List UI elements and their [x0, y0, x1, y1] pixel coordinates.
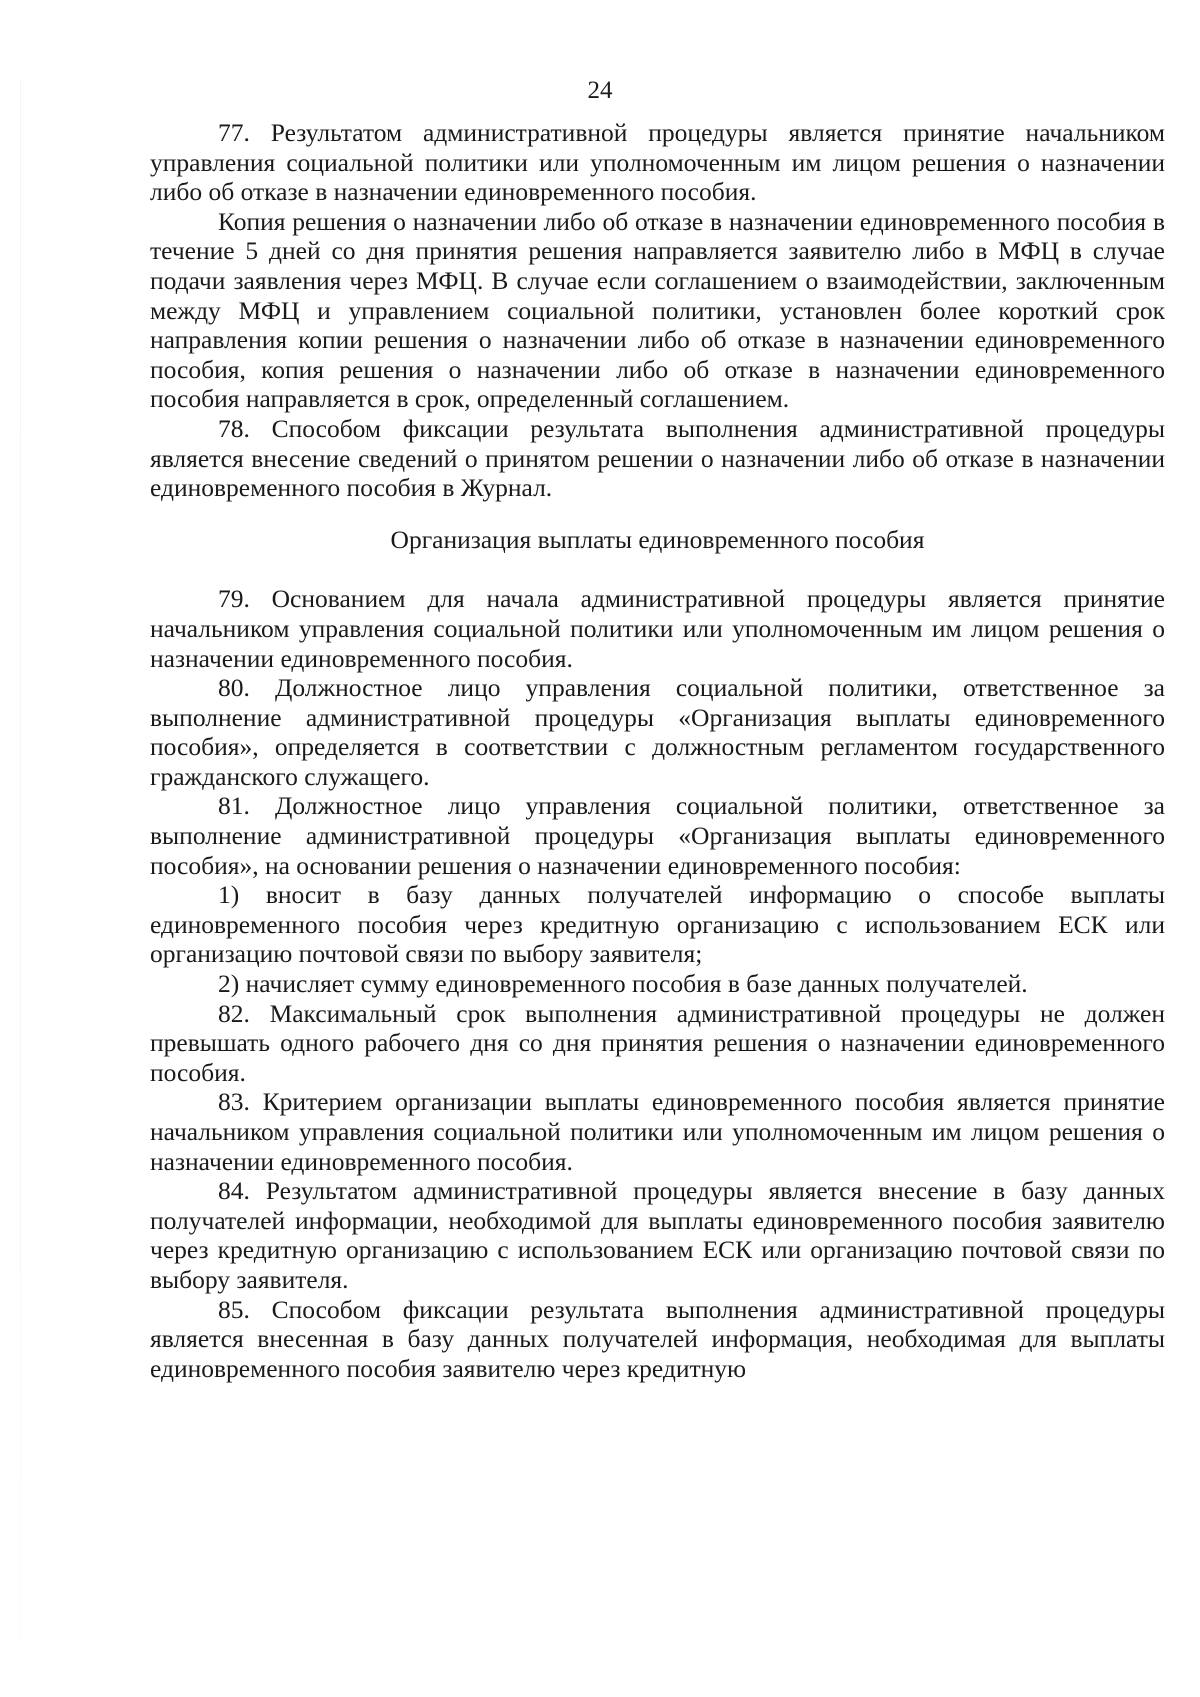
section-heading: Организация выплаты единовременного пособия: [390, 524, 925, 554]
list-item-81-2: 2) начисляет сумму единовременного пособия в базе данных получателей.: [218, 969, 1028, 999]
paragraph-82: 82. Максимальный срок выполнения административной процедуры не должен превышать одного рабочего дня со дня принятия решения о назначении единовременного пособия.: [150, 998, 1165, 1087]
paragraph-81: 81. Должностное лицо управления социальной политики, ответственное за выполнение административной процедуры «Организация выплаты единовременного пособия», на основании решения о назначении единовременного пособия:: [150, 791, 1165, 880]
paragraph-79: 79. Основанием для начала административной процедуры является принятие начальником управления социальной политики или уполномоченным им лицом решения о назначении единовременного пособия.: [150, 584, 1165, 673]
paragraph-78: 78. Способом фиксации результата выполнения административной процедуры является внесение сведений о принятом решении о назначении либо об отказе в назначении единовременного пособия в Журнал.: [150, 413, 1165, 503]
paragraph-84: 84. Результатом административной процедуры является внесение в базу данных получателей информации, необходимой для выплаты единовременного пособия заявителю через кредитную организацию с использованием ЕСК или организацию почтовой связи по выбору заявителя.: [150, 1176, 1165, 1294]
paragraph-80: 80. Должностное лицо управления социальной политики, ответственное за выполнение административной процедуры «Организация выплаты единовременного пособия», определяется в соответствии с должностным регламентом государственного гражданского служащего.: [150, 673, 1165, 791]
scan-edge-shadow: [20, 80, 21, 1640]
paragraph-77: 77. Результатом административной процедуры является принятие начальником управления социальной политики или уполномоченным им лицом решения о назначении либо об отказе в назначении единовременного пособия.: [150, 118, 1165, 207]
page-number: 24: [587, 77, 613, 104]
list-item-81-1: 1) вносит в базу данных получателей информацию о способе выплаты единовременного пособия через кредитную организацию с использованием ЕСК или организацию почтовой связи по выбору заявителя;: [150, 880, 1165, 969]
paragraph-83: 83. Критерием организации выплаты единовременного пособия является принятие начальником управления социальной политики или уполномоченным им лицом решения о назначении единовременного пособия.: [150, 1087, 1165, 1176]
document-body: [150, 118, 1165, 1383]
paragraph-85: 85. Способом фиксации результата выполнения административной процедуры является внесенная в базу данных получателей информация, необходимая для выплаты единовременного пособия заявителю через кредитную: [150, 1294, 1165, 1383]
paragraph-77-copy-decision: Копия решения о назначении либо об отказе в назначении единовременного пособия в течение 5 дней со дня принятия решения направляется заявителю либо в МФЦ в случае подачи заявления через МФЦ. В случае если соглашением о взаимодействии, заключенным между МФЦ и управлением социальной политики, установлен более короткий срок направления копии решения о назначении либо об отказе в назначении единовременного пособия, копия решения о назначении либо об отказе в назначении единовременного пособия направляется в срок, определенный соглашением.: [150, 206, 1165, 414]
